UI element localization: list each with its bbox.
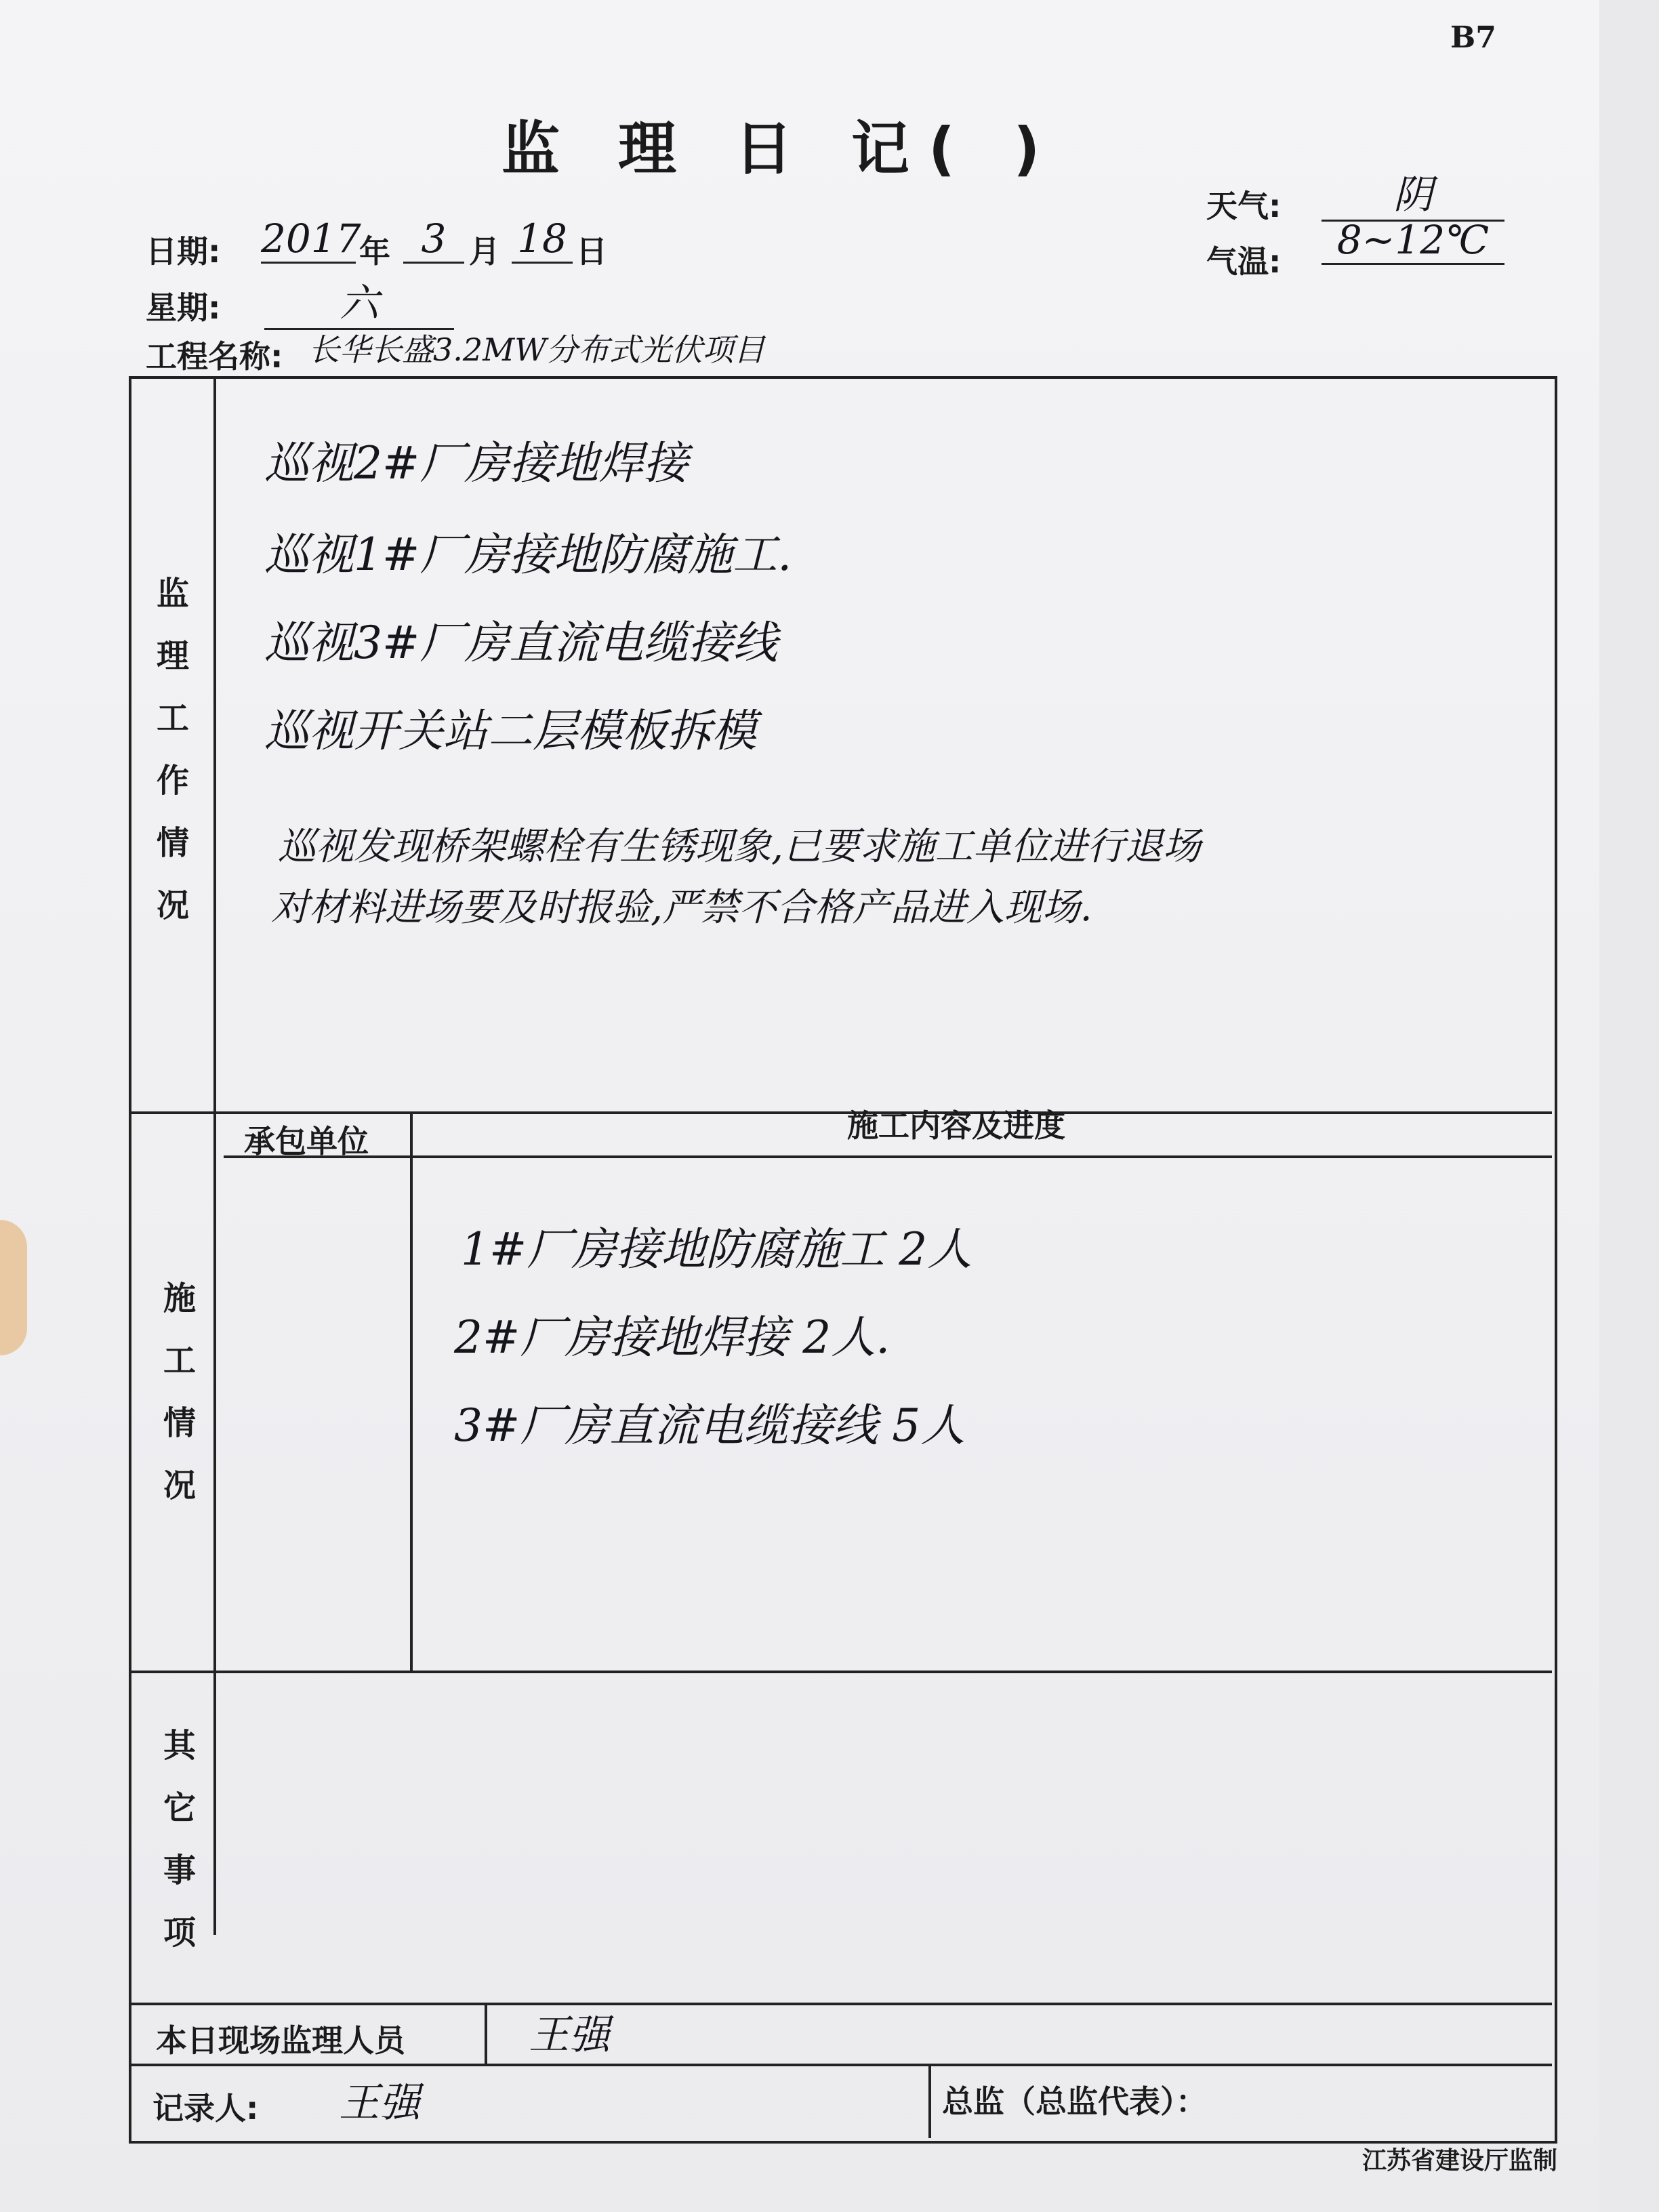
day-field: 18 [512, 216, 573, 264]
thumb [0, 1220, 27, 1355]
divider-other [129, 1671, 1552, 1673]
weekday-field: 六 [264, 271, 454, 330]
temperature-field: 8~12℃ [1322, 217, 1504, 265]
weather-label: 天气: [1206, 188, 1282, 224]
footer-issuer: 江苏省建设厅监制 [1361, 2147, 1557, 2175]
day-unit: 日 [576, 233, 607, 270]
recorder-label: 记录人: [152, 2090, 259, 2127]
weather-field: 阴 [1322, 163, 1504, 222]
chief-label: 总监（总监代表）： [942, 2083, 1207, 2120]
content-header: 施工内容及进度 [847, 1107, 1065, 1144]
supervision-line: 巡视3#厂房直流电缆接线 [264, 617, 778, 669]
supervision-line: 巡视开关站二层模板拆模 [264, 705, 756, 757]
section-label-construction: 施 工 情 况 [163, 1279, 196, 1504]
divider-staff [129, 2003, 1552, 2005]
supervision-line: 对材料进场要及时报验,严禁不合格产品进入现场. [271, 886, 1092, 930]
page-title: 监 理 日 记( ) [501, 115, 1059, 183]
construction-line: 1#厂房接地防腐施工 2人 [461, 1223, 972, 1275]
supervision-line: 巡视发现桥架螺栓有生锈现象,已要求施工单位进行退场 [278, 825, 1201, 869]
supervision-line: 巡视1#厂房接地防腐施工. [264, 529, 792, 581]
month-unit: 月 [469, 233, 500, 270]
divider-subheader [224, 1155, 1552, 1158]
contractor-header: 承包单位 [244, 1123, 369, 1160]
project-label: 工程名称: [146, 338, 283, 375]
staff-signature: 王强 [529, 2011, 610, 2059]
date-label: 日期: [146, 233, 221, 270]
weekday-label: 星期: [146, 289, 221, 326]
form-code: B7 [1450, 20, 1496, 55]
project-field: 长华长盛3.2MW分布式光伏项目 [308, 331, 765, 368]
divider-construction [129, 1111, 1552, 1114]
staff-label: 本日现场监理人员 [156, 2022, 405, 2059]
supervision-line: 巡视2#厂房接地焊接 [264, 437, 689, 489]
year-unit: 年 [359, 233, 390, 270]
construction-line: 2#厂房接地焊接 2人. [454, 1311, 890, 1364]
staff-divider [485, 2003, 487, 2064]
month-field: 3 [403, 216, 464, 264]
section-label-supervision: 监 理 工 作 情 况 [156, 575, 189, 924]
divider-recorder [129, 2064, 1552, 2066]
contractor-divider [410, 1111, 413, 1671]
section-label-other: 其 它 事 项 [163, 1727, 196, 1952]
construction-line: 3#厂房直流电缆接线 5人 [454, 1399, 966, 1452]
recorder-signature: 王强 [339, 2079, 420, 2127]
label-column-divider [213, 376, 216, 1935]
chief-divider [928, 2064, 931, 2138]
temperature-label: 气温: [1206, 243, 1282, 280]
year-field: 2017 [261, 216, 356, 264]
